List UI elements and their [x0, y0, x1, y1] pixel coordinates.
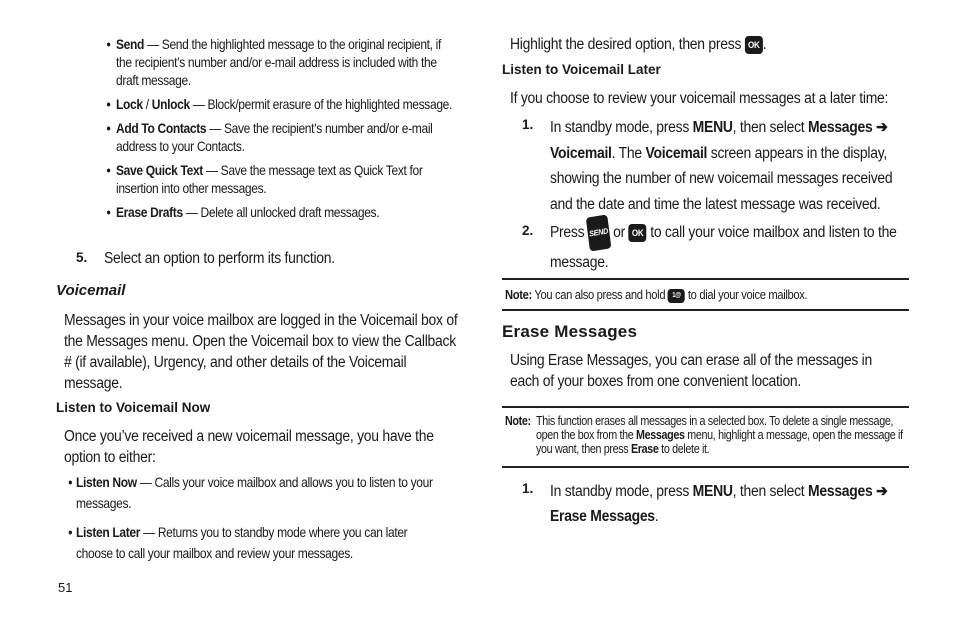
- step-5: 5. Select an option to perform its function.: [76, 250, 335, 267]
- list-item: • Add To Contacts — Save the recipient’s number and/or e-mail address to your Contacts.: [116, 119, 456, 155]
- listen-now-paragraph: Once you’ve received a new voicemail message, you have the option to either:: [64, 428, 434, 466]
- subheading-listen-now: Listen to Voicemail Now: [56, 400, 211, 415]
- section-heading-erase: Erase Messages: [502, 322, 638, 341]
- divider: [502, 309, 909, 311]
- option-list: [116, 35, 456, 221]
- divider: [502, 466, 909, 468]
- listen-later-intro: If you choose to review your voicemail messages at a later time:: [510, 90, 889, 107]
- voicemail-paragraph: Messages in your voice mailbox are logged in the Voicemail box of the Messages menu. Open the Voicemail box to view the Callback # (if available), Urgency, and other details of the Voicemail message.: [64, 312, 458, 392]
- ok-key-icon: OK: [745, 36, 763, 54]
- voicemail-key-icon: 1@: [668, 289, 685, 303]
- divider: [502, 278, 909, 280]
- list-item: • Save Quick Text — Save the message text as Quick Text for insertion into other messages.: [116, 161, 456, 197]
- listen-options-list: [68, 472, 506, 564]
- divider: [502, 406, 909, 408]
- send-key-icon: SEND: [586, 214, 612, 251]
- highlight-instruction: Highlight the desired option, then press OK .: [510, 36, 767, 53]
- list-item: • Lock / Unlock — Block/permit erasure of the highlighted message.: [116, 95, 456, 113]
- erase-step-1: 1. In standby mode, press MENU, then select Messages ➔ Erase Messages.: [522, 481, 888, 525]
- step-2: 2. Press SEND or OK to call your voice mailbox and listen to the message.: [522, 216, 917, 275]
- list-item: • Listen Now — Calls your voice mailbox and allows you to listen to your messages.: [68, 474, 433, 511]
- erase-paragraph: Using Erase Messages, you can erase all of the messages in each of your boxes from one convenient location.: [510, 352, 872, 390]
- note-erase: Note: This function erases all messages in a selected box. To delete a single message, open the box from the Messages menu, highlight a message, open the message if you want, then press Erase to delete it.: [505, 414, 903, 456]
- page-number: 51: [58, 580, 73, 595]
- list-item: • Send — Send the highlighted message to the original recipient, if the recipient’s number and/or e-mail address is included with the draft message.: [116, 35, 456, 89]
- subheading-listen-later: Listen to Voicemail Later: [502, 62, 661, 77]
- list-item: • Listen Later — Returns you to standby mode where you can later choose to call your mailbox and review your messages.: [68, 524, 408, 561]
- step-1: 1. In standby mode, press MENU, then select Messages ➔ Voicemail. The Voicemail screen appears in the display, showing the number of new voicemail messages received and the date and time the latest message was received.: [522, 117, 893, 213]
- section-heading-voicemail: Voicemail: [56, 282, 126, 299]
- list-item: • Erase Drafts — Delete all unlocked draft messages.: [116, 203, 456, 221]
- ok-key-icon: OK: [629, 224, 647, 242]
- note-voicemail: Note: You can also press and hold 1@ to dial your voice mailbox.: [505, 287, 808, 302]
